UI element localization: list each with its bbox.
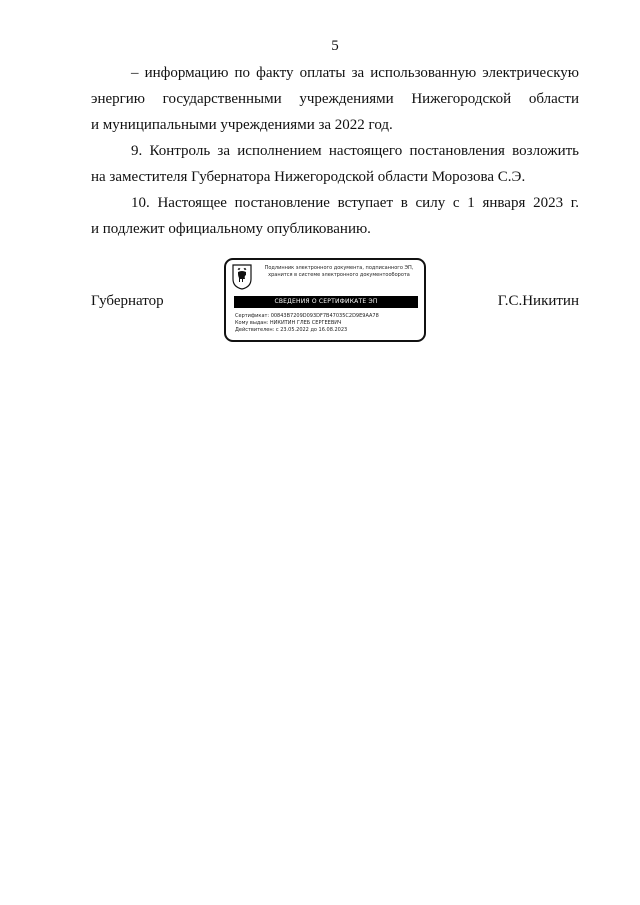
paragraph-control	[91, 138, 579, 190]
signatory-position: Губернатор	[91, 293, 164, 309]
stamp-validity: Действителен: с 23.05.2022 до 16.08.2023	[235, 327, 348, 333]
paragraph-payment-info	[91, 60, 579, 138]
stamp-owner: Кому выдан: НИКИТИН ГЛЕБ СЕРГЕЕВИЧ	[235, 320, 342, 326]
coat-of-arms-icon	[232, 264, 252, 290]
electronic-signature-stamp	[224, 258, 426, 342]
stamp-header-line: Подлинник электронного документа, подписанного ЭП,	[264, 265, 414, 271]
paragraph-line: на заместителя Губернатора Нижегородской области Морозова С.Э.	[91, 169, 526, 185]
paragraph-line: 10. Настоящее постановление вступает в силу с 1 января 2023 г.	[131, 195, 579, 211]
stamp-certificate-bar: СВЕДЕНИЯ О СЕРТИФИКАТЕ ЭП	[234, 296, 418, 308]
stamp-header	[256, 265, 422, 279]
paragraph-line: и подлежит официальному опубликованию.	[91, 221, 371, 237]
paragraph-line: 9. Контроль за исполнением настоящего постановления возложить	[131, 143, 579, 159]
paragraph-line: – информацию по факту оплаты за использованную электрическую	[131, 65, 579, 81]
stamp-details	[235, 313, 379, 334]
page-number: 5	[331, 38, 339, 54]
paragraph-effective-date	[91, 190, 579, 242]
stamp-header-line: хранится в системе электронного документооборота	[268, 272, 410, 278]
signatory-name: Г.С.Никитин	[497, 293, 579, 309]
paragraph-line: энергию государственными учреждениями Нижегородской области	[91, 91, 579, 107]
stamp-certificate-number: Сертификат: 00843B7209D093DF7B47035C2D9E9AA78	[235, 313, 379, 319]
paragraph-line: и муниципальными учреждениями за 2022 год.	[91, 117, 393, 133]
